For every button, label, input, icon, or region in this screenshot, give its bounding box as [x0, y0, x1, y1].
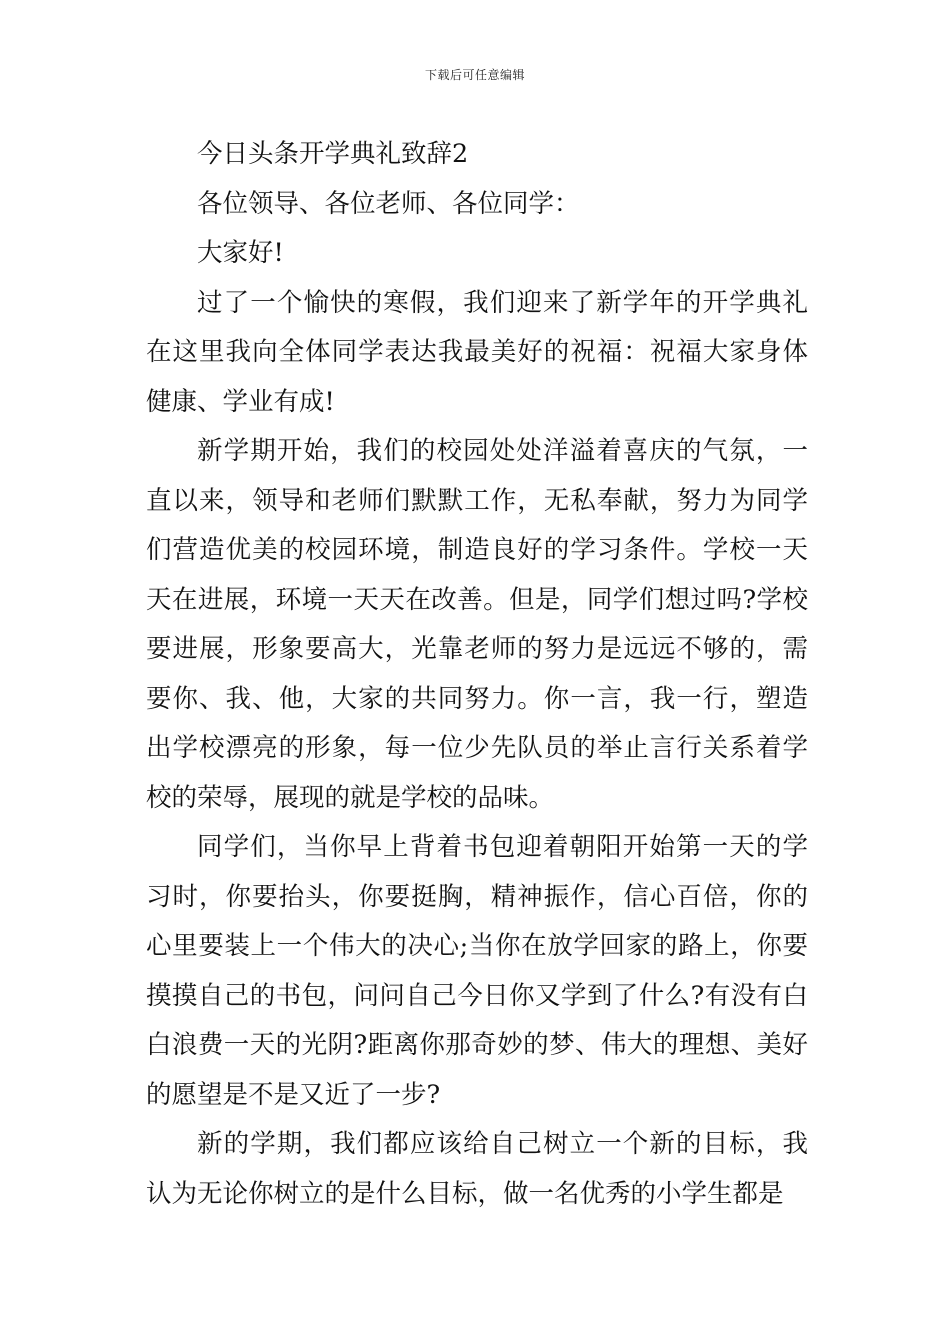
salutation: 各位领导、各位老师、各位同学：	[197, 188, 580, 219]
body-paragraph-4: 新的学期，我们都应该给自己树立一个新的目标，我认为无论你树立的是什么目标，做一名优秀的小学生都是	[146, 1129, 808, 1209]
body-paragraph-2: 新学期开始，我们的校园处处洋溢着喜庆的气氛，一直以来，领导和老师们默默工作，无私奉献，努力为同学们营造优美的校园环境，制造良好的学习条件。学校一天天在进展，环境一天天在改善。但是，同学们想过吗?学校要进展，形象要高大，光靠老师的努力是远远不够的，需要你、我、他，大家的共同努力。你一言，我一行，塑造出学校漂亮的形象，每一位少先队员的举止言行关系着学校的荣辱，展现的就是学校的品味。	[146, 436, 808, 813]
document-title: 今日头条开学典礼致辞2	[197, 139, 469, 169]
body-paragraph-1: 过了一个愉快的寒假，我们迎来了新学年的开学典礼在这里我向全体同学表达我最美好的祝福：祝福大家身体健康、学业有成!	[146, 287, 808, 417]
page-header-note: 下载后可任意编辑	[424, 68, 525, 82]
document-body	[146, 130, 808, 1219]
body-paragraph-3: 同学们，当你早上背着书包迎着朝阳开始第一天的学习时，你要抬头，你要挺胸，精神振作，信心百倍，你的心里要装上一个伟大的决心;当你在放学回家的路上，你要摸摸自己的书包，问问自己今日你又学到了什么?有没有白白浪费一天的光阴?距离你那奇妙的梦、伟大的理想、美好的愿望是不是又近了一步?	[146, 832, 808, 1110]
greeting: 大家好!	[197, 238, 284, 268]
